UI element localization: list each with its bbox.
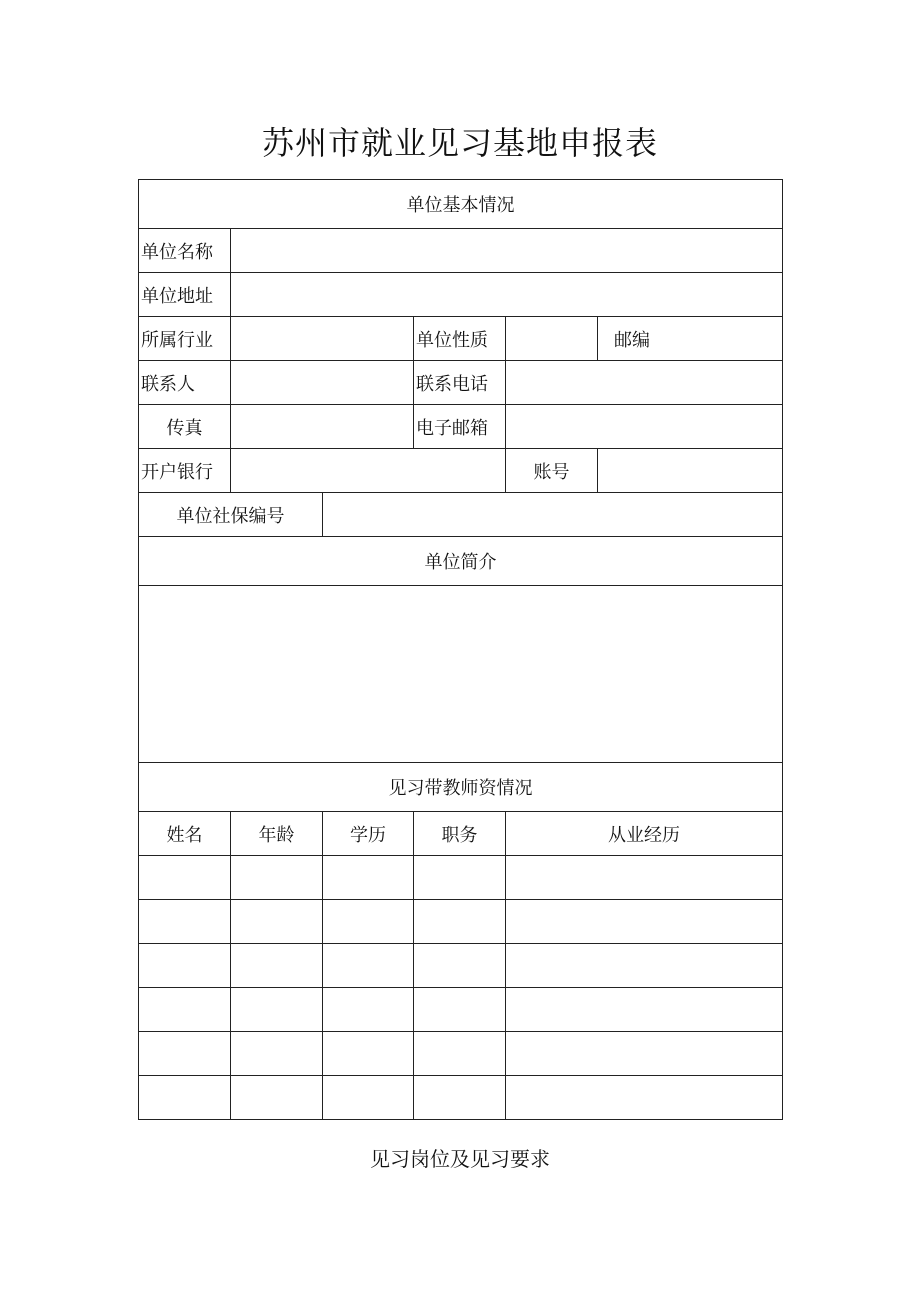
mentor-row bbox=[139, 856, 783, 900]
social-security-label: 单位社保编号 bbox=[139, 493, 323, 537]
mentor-cell[interactable] bbox=[231, 1032, 323, 1076]
mentor-cell[interactable] bbox=[139, 988, 231, 1032]
unit-nature-field[interactable] bbox=[506, 317, 598, 361]
contact-field[interactable] bbox=[231, 361, 414, 405]
page-title: 苏州市就业见习基地申报表 bbox=[261, 124, 658, 162]
application-form bbox=[138, 179, 783, 1120]
mentor-row bbox=[139, 1032, 783, 1076]
mentor-cell[interactable] bbox=[506, 1032, 783, 1076]
mentor-cell[interactable] bbox=[323, 900, 414, 944]
mentor-cell[interactable] bbox=[231, 900, 323, 944]
fax-label: 传真 bbox=[139, 405, 231, 449]
mentor-cell[interactable] bbox=[414, 856, 506, 900]
mentor-cell[interactable] bbox=[414, 988, 506, 1032]
mentor-col-education: 学历 bbox=[323, 812, 414, 856]
mentor-cell[interactable] bbox=[506, 944, 783, 988]
account-label: 账号 bbox=[506, 449, 598, 493]
mentor-cell[interactable] bbox=[139, 1032, 231, 1076]
mentor-row bbox=[139, 944, 783, 988]
mentor-cell[interactable] bbox=[139, 944, 231, 988]
mentor-cell[interactable] bbox=[414, 1032, 506, 1076]
mentor-col-age: 年龄 bbox=[231, 812, 323, 856]
mentor-cell[interactable] bbox=[323, 988, 414, 1032]
mentor-cell[interactable] bbox=[323, 856, 414, 900]
mentor-cell[interactable] bbox=[323, 1032, 414, 1076]
mentor-col-name: 姓名 bbox=[139, 812, 231, 856]
section-mentors: 见习带教师资情况 bbox=[139, 763, 783, 812]
unit-address-label: 单位地址 bbox=[139, 273, 231, 317]
bank-field[interactable] bbox=[231, 449, 506, 493]
industry-field[interactable] bbox=[231, 317, 414, 361]
contact-phone-field[interactable] bbox=[506, 361, 783, 405]
mentor-row bbox=[139, 900, 783, 944]
mentor-cell[interactable] bbox=[139, 856, 231, 900]
mentor-cell[interactable] bbox=[414, 944, 506, 988]
mentor-cell[interactable] bbox=[414, 1076, 506, 1120]
unit-nature-label: 单位性质 bbox=[414, 317, 506, 361]
mentor-cell[interactable] bbox=[231, 988, 323, 1032]
unit-name-field[interactable] bbox=[231, 229, 783, 273]
email-label: 电子邮箱 bbox=[414, 405, 506, 449]
social-security-field[interactable] bbox=[323, 493, 783, 537]
account-field[interactable] bbox=[598, 449, 783, 493]
section-intro: 单位简介 bbox=[139, 537, 783, 586]
unit-address-field[interactable] bbox=[231, 273, 783, 317]
fax-field[interactable] bbox=[231, 405, 414, 449]
mentor-cell[interactable] bbox=[414, 900, 506, 944]
mentor-cell[interactable] bbox=[323, 944, 414, 988]
mentor-cell[interactable] bbox=[139, 900, 231, 944]
contact-phone-label: 联系电话 bbox=[414, 361, 506, 405]
contact-label: 联系人 bbox=[139, 361, 231, 405]
mentor-row bbox=[139, 988, 783, 1032]
intro-field[interactable] bbox=[139, 586, 783, 763]
mentor-cell[interactable] bbox=[506, 988, 783, 1032]
section-internship-positions: 见习岗位及见习要求 bbox=[370, 1147, 550, 1171]
mentor-cell[interactable] bbox=[506, 856, 783, 900]
industry-label: 所属行业 bbox=[139, 317, 231, 361]
mentor-col-position: 职务 bbox=[414, 812, 506, 856]
mentor-cell[interactable] bbox=[139, 1076, 231, 1120]
mentor-cell[interactable] bbox=[231, 944, 323, 988]
email-field[interactable] bbox=[506, 405, 783, 449]
bank-label: 开户银行 bbox=[139, 449, 231, 493]
postcode-label: 邮编 bbox=[598, 317, 783, 361]
mentor-cell[interactable] bbox=[506, 1076, 783, 1120]
mentor-cell[interactable] bbox=[231, 856, 323, 900]
mentor-cell[interactable] bbox=[231, 1076, 323, 1120]
section-basic-info: 单位基本情况 bbox=[139, 180, 783, 229]
mentor-row bbox=[139, 1076, 783, 1120]
mentor-col-experience: 从业经历 bbox=[506, 812, 783, 856]
unit-name-label: 单位名称 bbox=[139, 229, 231, 273]
mentor-cell[interactable] bbox=[506, 900, 783, 944]
mentor-cell[interactable] bbox=[323, 1076, 414, 1120]
